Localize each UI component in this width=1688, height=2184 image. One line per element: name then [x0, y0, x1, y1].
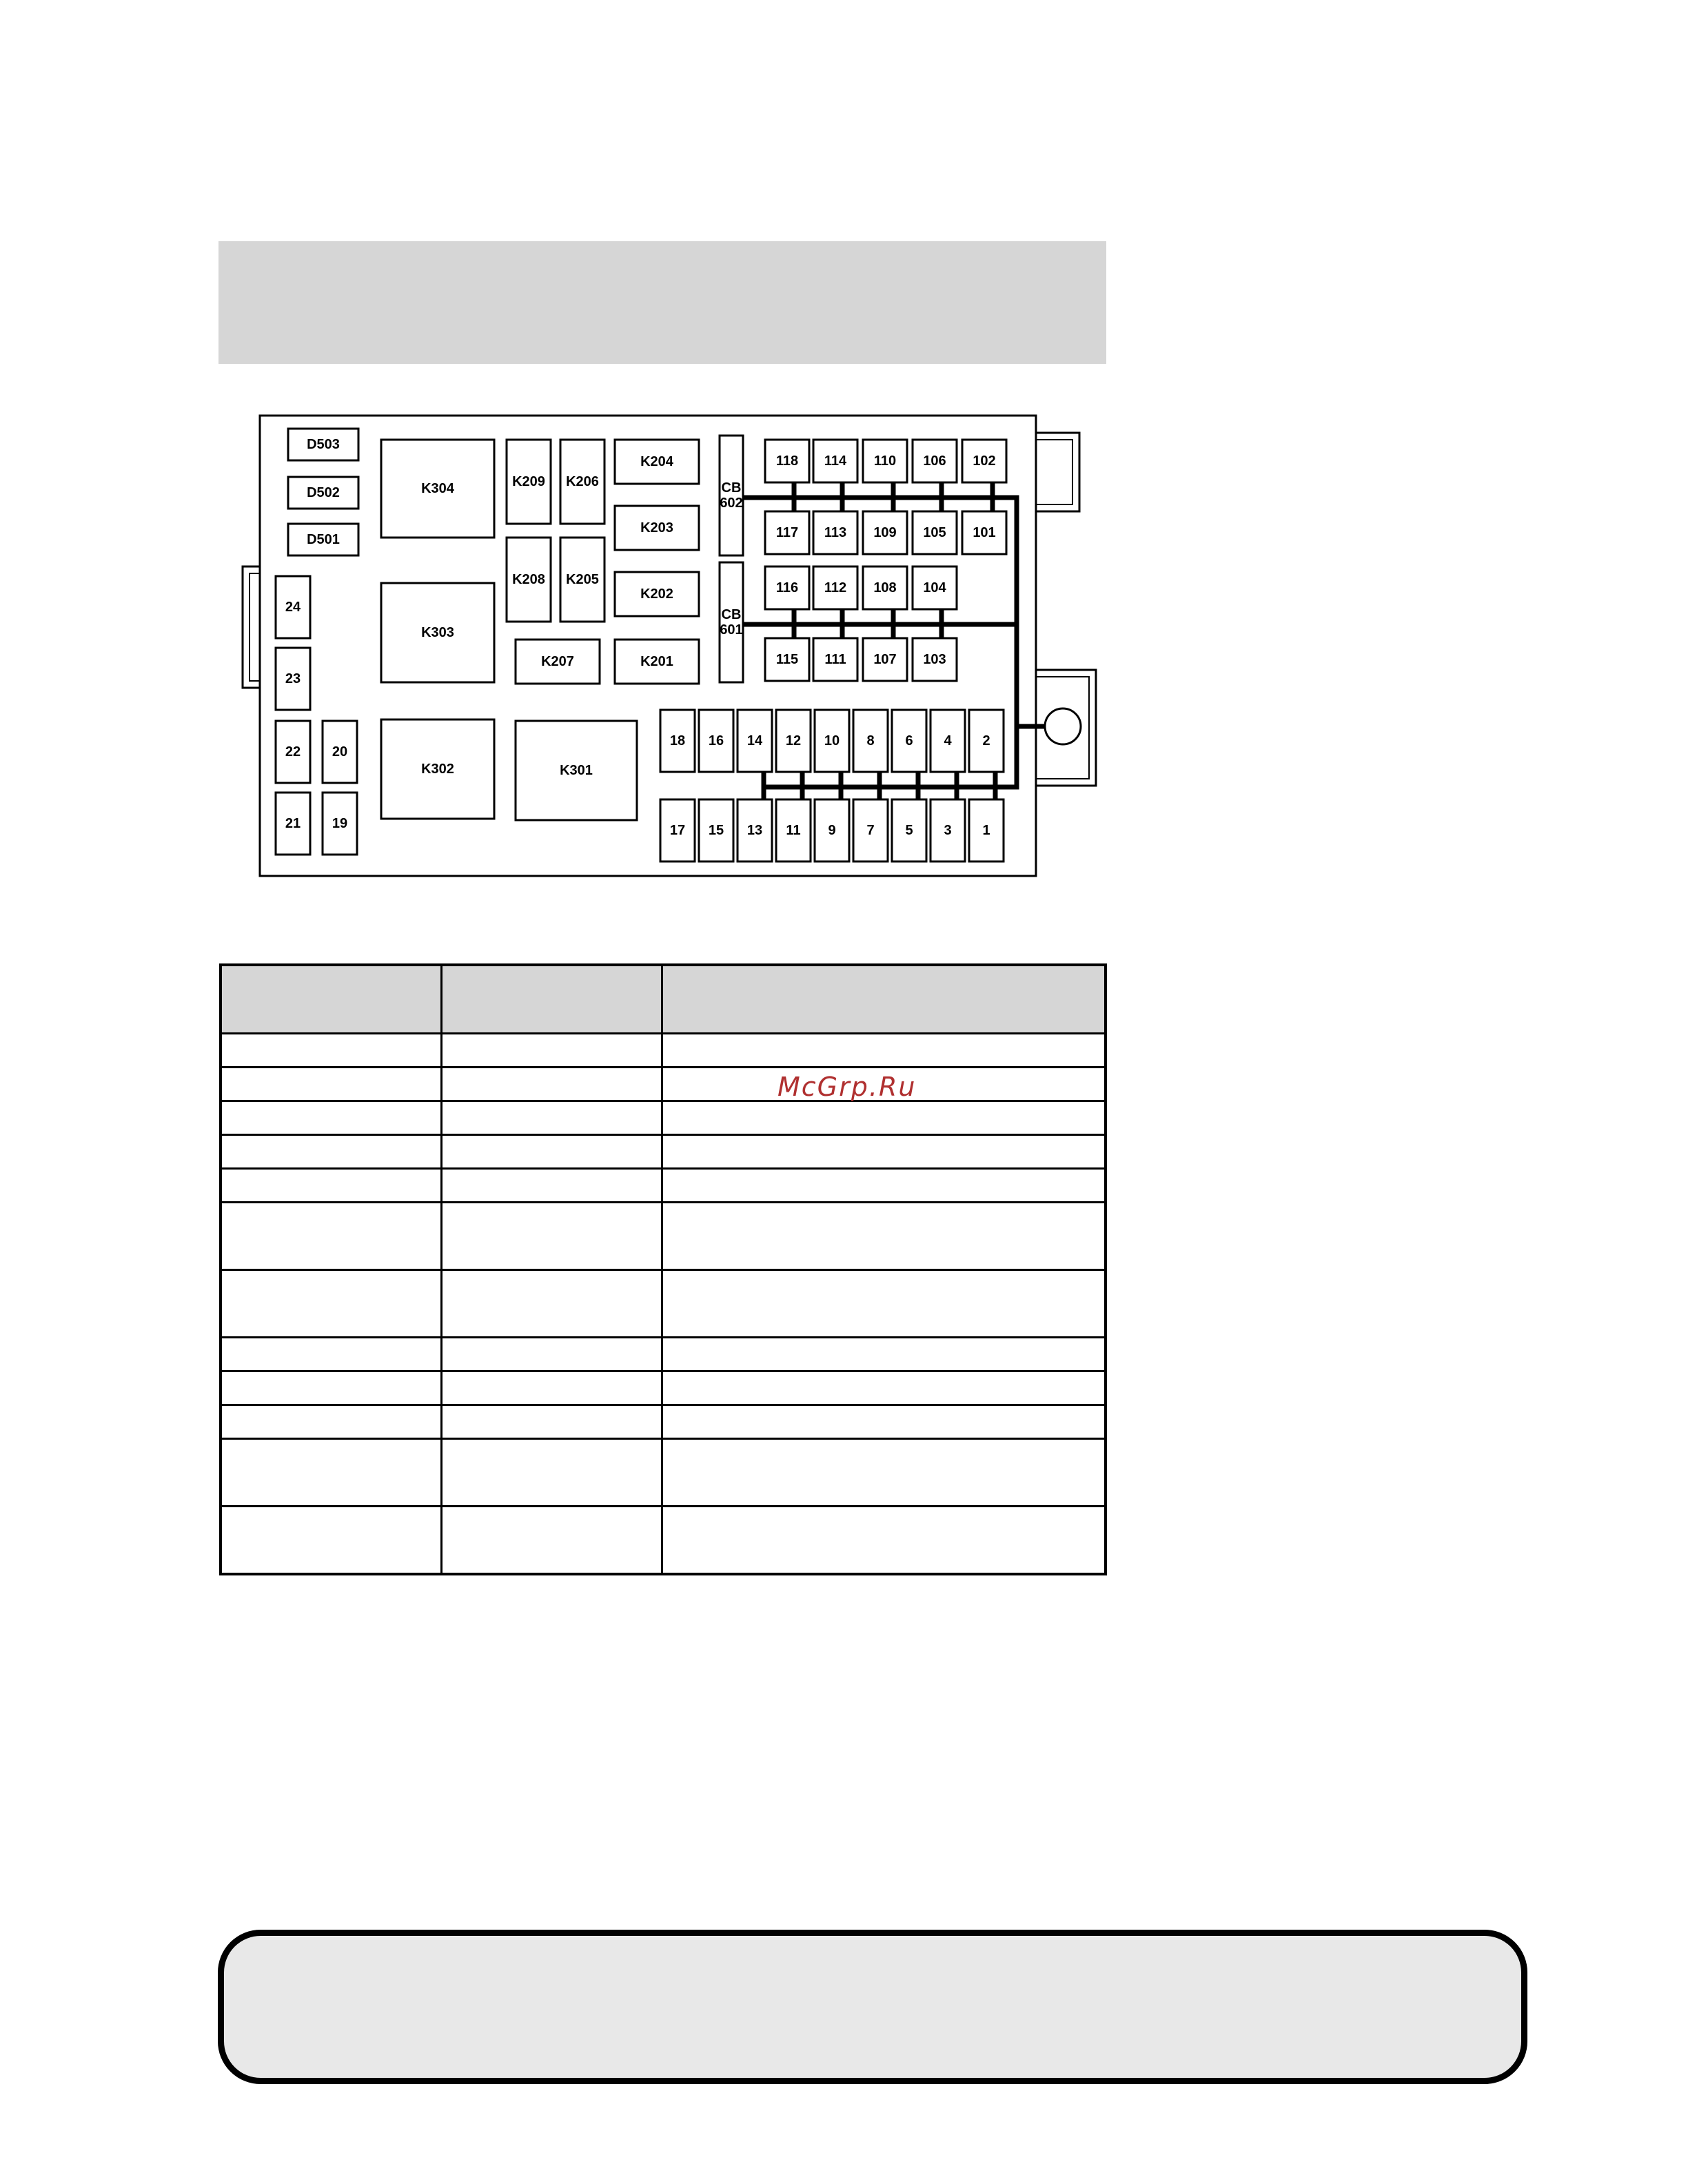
table-cell-description — [662, 1135, 1106, 1169]
relay-k206 — [560, 440, 604, 524]
left-mounting-tab — [243, 567, 260, 688]
fuse-3 — [931, 799, 965, 861]
fuse-16-label: 16 — [708, 733, 724, 748]
relay-k205-label: K205 — [566, 572, 599, 587]
relay-k204 — [615, 440, 699, 484]
fuse-6-label: 6 — [905, 733, 913, 748]
fuse-101 — [962, 511, 1006, 554]
fuse-117 — [765, 511, 809, 554]
fuse-8 — [853, 710, 888, 772]
table-cell-rating — [441, 1439, 662, 1507]
fuse-10 — [815, 710, 849, 772]
circuit-breaker-602-label: CB — [721, 480, 742, 496]
left-mounting-tab-inner — [250, 573, 260, 681]
fuse-109-label: 109 — [873, 525, 897, 540]
fuse-11 — [776, 799, 811, 861]
table-cell-rating — [441, 1101, 662, 1135]
table-cell-location — [221, 1068, 441, 1101]
table-cell-rating — [441, 1371, 662, 1405]
relay-k303 — [381, 583, 494, 682]
table-row — [221, 1101, 1106, 1135]
table-cell-location — [221, 1203, 441, 1270]
fuse-9-label: 9 — [828, 823, 836, 838]
table-row — [221, 1135, 1106, 1169]
fuse-4-label: 4 — [944, 733, 952, 748]
table-header-row — [221, 965, 1106, 1034]
fuse-107-label: 107 — [873, 652, 897, 667]
table-cell-location — [221, 1371, 441, 1405]
fuse-118 — [765, 440, 809, 482]
fuse-11-label: 11 — [786, 823, 801, 838]
relay-k205 — [560, 538, 604, 622]
diode-d503 — [288, 429, 358, 460]
table-cell-description — [662, 1034, 1106, 1068]
fuse-18-label: 18 — [669, 733, 686, 748]
fuse-107 — [863, 638, 907, 681]
relay-k302-label: K302 — [421, 762, 454, 777]
table-row — [221, 1371, 1106, 1405]
fuse-19 — [323, 793, 357, 855]
diode-d501-label: D501 — [307, 532, 340, 547]
fuse-2 — [969, 710, 1004, 772]
fuse-20 — [323, 721, 357, 783]
relay-k207 — [516, 640, 600, 684]
fuse-110 — [863, 440, 907, 482]
relay-k301-label: K301 — [560, 763, 593, 778]
note-box — [218, 1930, 1527, 2084]
relay-k209-label: K209 — [512, 474, 545, 489]
diode-d501 — [288, 524, 358, 555]
fuse-21-label: 21 — [285, 816, 301, 831]
fuse-13 — [738, 799, 772, 861]
fuse-101-label: 101 — [973, 525, 996, 540]
fuse-113-label: 113 — [824, 525, 847, 540]
fuse-111 — [813, 638, 857, 681]
fuse-23 — [276, 648, 310, 710]
fuse-116-label: 116 — [775, 580, 799, 595]
fuse-108-label: 108 — [873, 580, 897, 595]
fuse-relay-table — [219, 963, 1107, 1575]
fuse-1-label: 1 — [982, 823, 990, 838]
fuse-116 — [765, 567, 809, 609]
column-header-description — [662, 965, 1106, 1034]
column-header-location — [221, 965, 441, 1034]
fuse-15-label: 15 — [708, 823, 724, 838]
fuse-7 — [853, 799, 888, 861]
relay-k203 — [615, 506, 699, 550]
fuse-13-label: 13 — [746, 823, 763, 838]
table-cell-rating — [441, 1270, 662, 1338]
relay-k204-label: K204 — [640, 454, 673, 469]
fuse-114 — [813, 440, 857, 482]
table-row — [221, 1034, 1106, 1068]
diode-d502-label: D502 — [307, 485, 340, 500]
table-cell-description — [662, 1507, 1106, 1575]
table-row — [221, 1203, 1106, 1270]
circuit-breaker-601 — [720, 562, 743, 682]
table-cell-description — [662, 1169, 1106, 1203]
fuse-103-label: 103 — [923, 652, 946, 667]
table-row — [221, 1507, 1106, 1575]
circuit-breaker-602 — [720, 436, 743, 555]
table-cell-location — [221, 1338, 441, 1371]
table-cell-location — [221, 1135, 441, 1169]
circuit-breaker-601-label: 601 — [720, 622, 743, 637]
table-row — [221, 1439, 1106, 1507]
fuse-9 — [815, 799, 849, 861]
power-stud-icon — [1045, 708, 1081, 744]
relay-k206-label: K206 — [566, 474, 599, 489]
fuse-113 — [813, 511, 857, 554]
table-cell-location — [221, 1101, 441, 1135]
fuse-22-label: 22 — [285, 744, 301, 759]
fuse-110-label: 110 — [873, 453, 897, 469]
fuse-4 — [931, 710, 965, 772]
table-cell-location — [221, 1034, 441, 1068]
fuse-112 — [813, 567, 857, 609]
table-cell-rating — [441, 1405, 662, 1439]
fuse-19-label: 19 — [332, 816, 348, 831]
fuse-106-label: 106 — [923, 453, 946, 469]
fuse-24-label: 24 — [285, 600, 301, 615]
relay-k202-label: K202 — [640, 586, 673, 602]
relay-k208-label: K208 — [512, 572, 545, 587]
relay-k209 — [507, 440, 551, 524]
fuse-12-label: 12 — [785, 733, 802, 748]
table-cell-description — [662, 1338, 1106, 1371]
table-cell-description — [662, 1371, 1106, 1405]
table-row — [221, 1169, 1106, 1203]
fuse-23-label: 23 — [285, 671, 301, 686]
fuse-105 — [913, 511, 957, 554]
fuse-111-label: 111 — [824, 652, 846, 667]
relay-k201-label: K201 — [640, 654, 673, 669]
table-cell-location — [221, 1507, 441, 1575]
circuit-breaker-601-label: CB — [721, 607, 742, 622]
fuse-8-label: 8 — [866, 733, 875, 748]
fuse-22 — [276, 721, 310, 783]
relay-k303-label: K303 — [421, 625, 454, 640]
fuse-112-label: 112 — [824, 580, 847, 595]
fuse-103 — [913, 638, 957, 681]
table-cell-location — [221, 1405, 441, 1439]
table-row — [221, 1068, 1106, 1101]
fuse-24 — [276, 576, 310, 638]
table-cell-rating — [441, 1507, 662, 1575]
fuse-105-label: 105 — [923, 525, 946, 540]
column-header-rating — [441, 965, 662, 1034]
fuse-5-label: 5 — [905, 823, 913, 838]
fuse-21 — [276, 793, 310, 855]
fuse-114-label: 114 — [824, 453, 847, 469]
footer-marks — [827, 2176, 951, 2181]
table-cell-description — [662, 1203, 1106, 1270]
fuse-102 — [962, 440, 1006, 482]
diode-d503-label: D503 — [307, 437, 340, 452]
fuse-2-label: 2 — [982, 733, 990, 748]
fuse-109 — [863, 511, 907, 554]
fuse-102-label: 102 — [973, 453, 996, 469]
fuse-17 — [660, 799, 695, 861]
relay-k202 — [615, 572, 699, 616]
fuse-1 — [969, 799, 1004, 861]
table-cell-rating — [441, 1068, 662, 1101]
fuse-117-label: 117 — [775, 525, 799, 540]
fuse-115 — [765, 638, 809, 681]
relay-k301 — [516, 721, 637, 820]
table-cell-location — [221, 1439, 441, 1507]
fuse-16 — [699, 710, 733, 772]
fuse-18 — [660, 710, 695, 772]
table-cell-location — [221, 1169, 441, 1203]
relay-k304 — [381, 440, 494, 538]
fuse-14 — [738, 710, 772, 772]
fuse-104 — [913, 567, 957, 609]
table-cell-rating — [441, 1338, 662, 1371]
table-cell-description — [662, 1270, 1106, 1338]
relay-k207-label: K207 — [541, 654, 574, 669]
table-row — [221, 1270, 1106, 1338]
table-cell-description — [662, 1439, 1106, 1507]
fuse-108 — [863, 567, 907, 609]
table-row — [221, 1338, 1106, 1371]
relay-k203-label: K203 — [640, 520, 673, 535]
relay-k208 — [507, 538, 551, 622]
table-cell-rating — [441, 1135, 662, 1169]
fuse-106 — [913, 440, 957, 482]
fuse-5 — [892, 799, 926, 861]
fuse-115-label: 115 — [775, 652, 799, 667]
watermark-text: McGrp.Ru — [777, 1072, 917, 1102]
fuse-17-label: 17 — [669, 823, 686, 838]
relay-k302 — [381, 720, 494, 819]
table-row — [221, 1405, 1106, 1439]
circuit-breaker-602-label: 602 — [720, 496, 743, 511]
table-cell-location — [221, 1270, 441, 1338]
right-upper-tab-inner — [1036, 440, 1072, 504]
relay-k304-label: K304 — [421, 481, 454, 496]
fuse-15 — [699, 799, 733, 861]
table-cell-rating — [441, 1034, 662, 1068]
table-cell-rating — [441, 1203, 662, 1270]
fuse-panel-diagram — [0, 0, 1688, 896]
fuse-12 — [776, 710, 811, 772]
fuse-14-label: 14 — [746, 733, 763, 748]
fuse-6 — [892, 710, 926, 772]
fuse-118-label: 118 — [775, 453, 799, 469]
fuse-20-label: 20 — [332, 744, 348, 759]
table-cell-description — [662, 1405, 1106, 1439]
fuse-10-label: 10 — [824, 733, 840, 748]
table-cell-rating — [441, 1169, 662, 1203]
relay-k201 — [615, 640, 699, 684]
fuse-3-label: 3 — [944, 823, 952, 838]
table-cell-description — [662, 1101, 1106, 1135]
diode-d502 — [288, 477, 358, 509]
fuse-7-label: 7 — [866, 823, 875, 838]
fuse-104-label: 104 — [923, 580, 946, 595]
